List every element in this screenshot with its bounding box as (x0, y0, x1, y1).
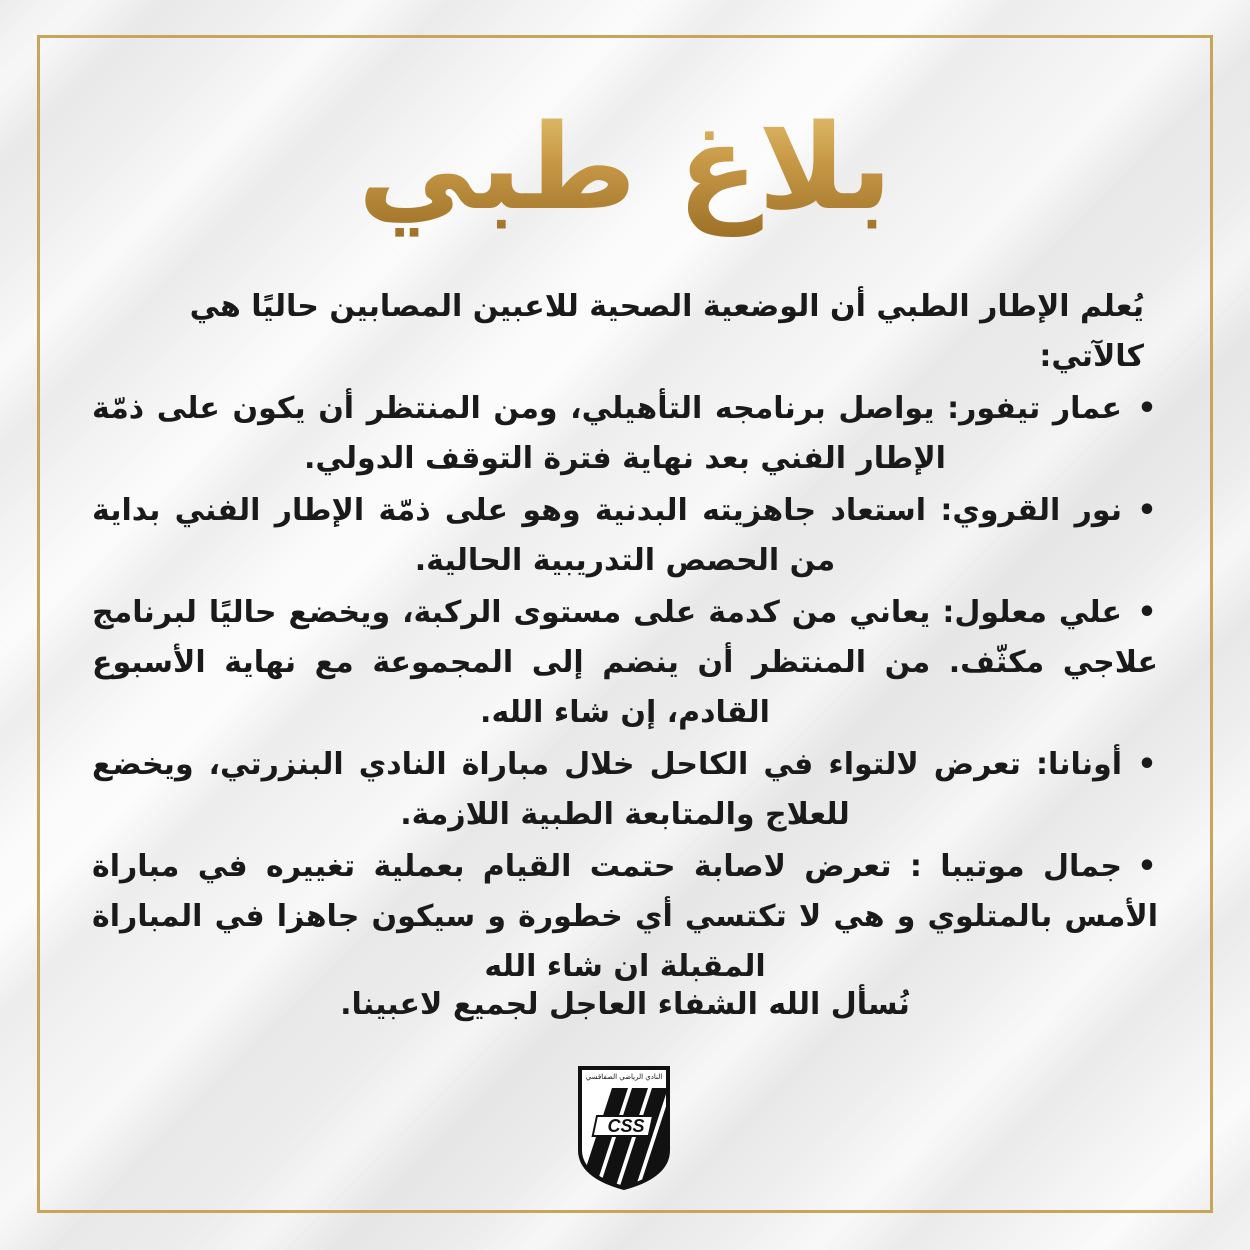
item-text: نور القروي: استعاد جاهزيته البدنية وهو على ذمّة الإطار الفني بداية من الحصص التدريبية الحالية. (92, 493, 1122, 578)
bullet: • (1137, 747, 1157, 782)
announcement-body (92, 282, 1158, 994)
list-item (92, 384, 1158, 484)
crest-arabic-name: النادي الرياضي الصفاقسي (585, 1073, 663, 1081)
bullet: • (1137, 391, 1157, 426)
bullet: • (1137, 595, 1157, 630)
item-text: جمال موتيبا : تعرض لاصابة حتمت القيام بعملية تغييره في مباراة الأمس بالمتلوي و هي لا تكتسي أي خطورة و سيكون جاهزا في المباراة المقبلة ان شاء الله (92, 849, 1158, 984)
page-title: بلاغ طبي (0, 92, 1250, 242)
list-item (92, 740, 1158, 840)
crest-letters: CSS (607, 1116, 645, 1136)
intro-paragraph: يُعلم الإطار الطبي أن الوضعية الصحية للاعبين المصابين حاليًا هي كالآتي: (189, 289, 1144, 374)
bullet: • (1137, 493, 1157, 528)
club-logo-icon (574, 1064, 674, 1192)
item-text: أونانا: تعرض لالتواء في الكاحل خلال مباراة النادي البنزرتي، ويخضع للعلاج والمتابعة الطبية اللازمة. (92, 747, 1122, 832)
bullet: • (1137, 849, 1157, 884)
list-item (92, 486, 1158, 586)
player-status-list (92, 384, 1158, 992)
item-text: علي معلول: يعاني من كدمة على مستوى الركبة، ويخضع حاليًا لبرنامج علاجي مكثّف. من المنتظر أن ينضم إلى المجموعة مع نهاية الأسبوع القادم، إن شاء الله. (92, 595, 1158, 730)
list-item (92, 588, 1158, 738)
list-item (92, 842, 1158, 992)
closing-prayer: نُسأل الله الشفاء العاجل لجميع لاعبينا. (340, 987, 910, 1022)
item-text: عمار تيفور: يواصل برنامجه التأهيلي، ومن المنتظر أن يكون على ذمّة الإطار الفني بعد نهاية فترة التوقف الدولي. (92, 391, 1122, 476)
